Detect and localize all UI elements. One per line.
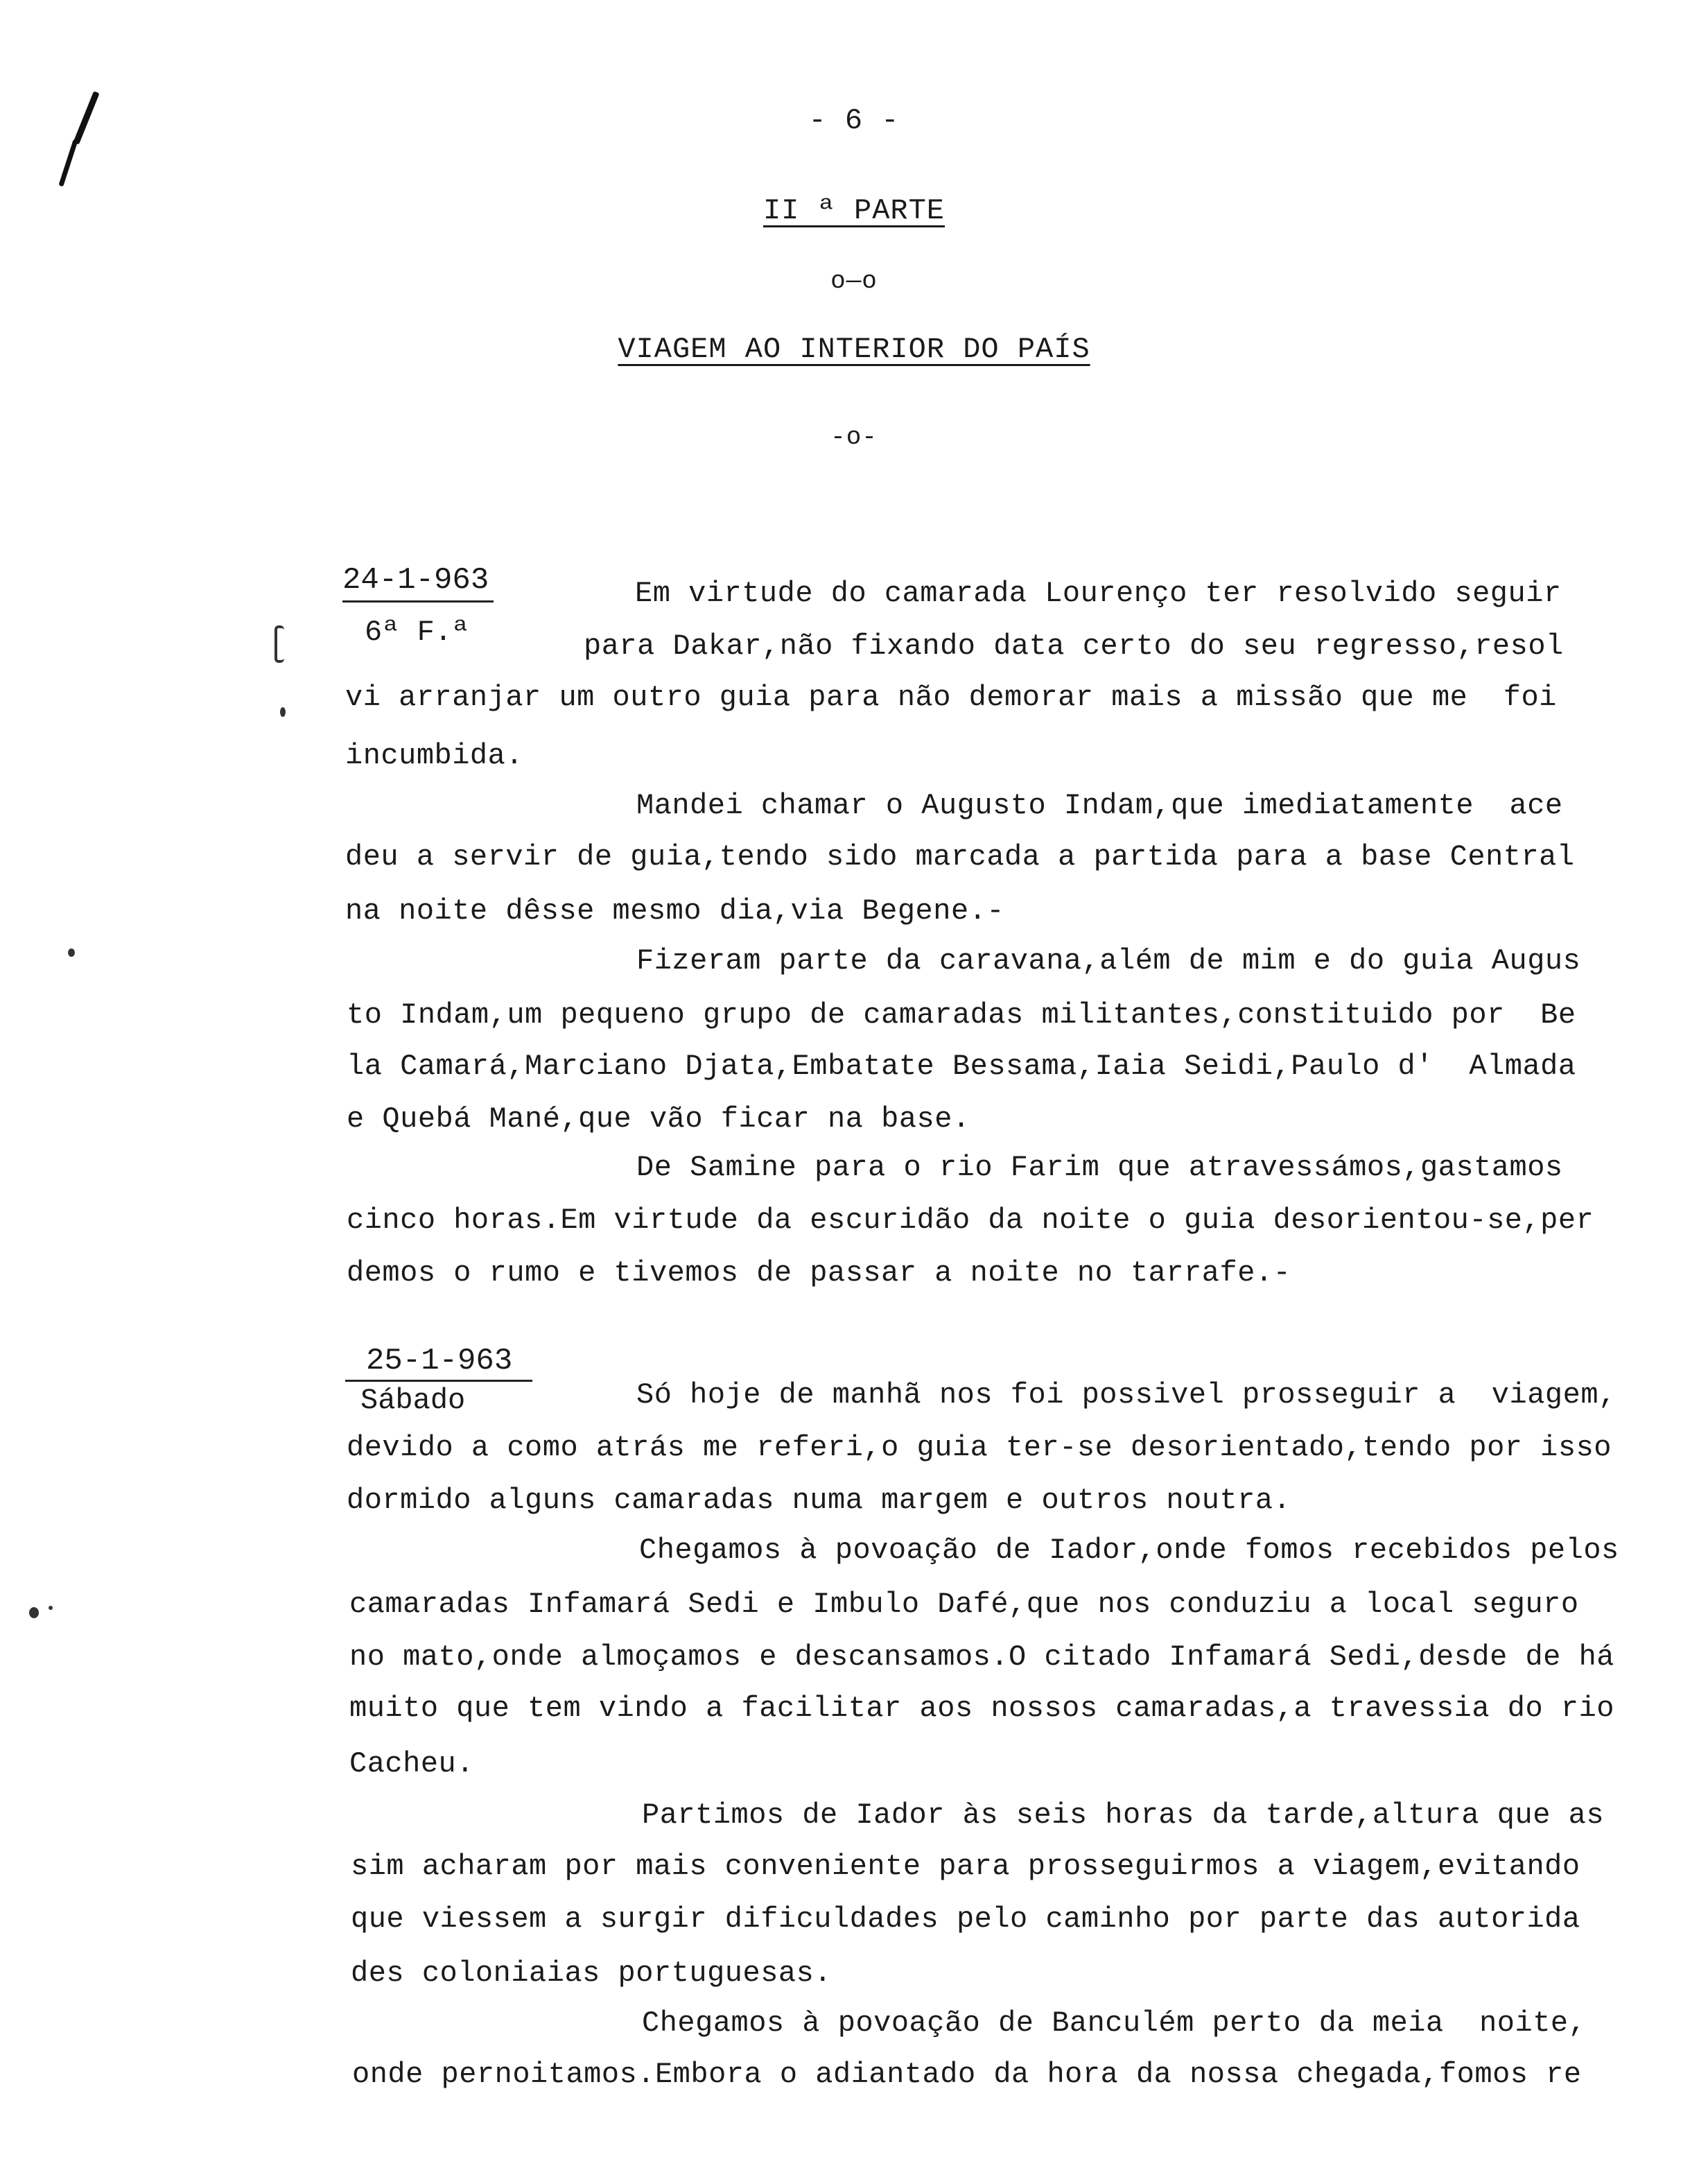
text-line: muito que tem vindo a facilitar aos nossos camaradas,a travessia do rio	[349, 1692, 1614, 1725]
text-line: incumbida.	[345, 739, 524, 772]
text-line: e Quebá Mané,que vão ficar na base.	[347, 1102, 970, 1136]
text-line: sim acharam por mais conveniente para prosseguirmos a viagem,evitando	[351, 1850, 1580, 1883]
text-line: dormido alguns camaradas numa margem e outros noutra.	[347, 1484, 1291, 1517]
text-line: Partimos de Iador às seis horas da tarde,altura que as	[642, 1799, 1605, 1832]
entry-date: 24-1-963	[342, 563, 489, 598]
entry-weekday: Sábado	[360, 1384, 466, 1417]
text-line: to Indam,um pequeno grupo de camaradas militantes,constituido por Be	[347, 998, 1576, 1032]
text-line: Cacheu.	[349, 1747, 474, 1780]
page-number: - 6 -	[808, 104, 900, 137]
margin-speck	[280, 707, 286, 717]
text-line: onde pernoitamos.Embora o adiantado da hora da nossa chegada,fomos re	[352, 2058, 1582, 2091]
text-line: Chegamos à povoação de Iador,onde fomos recebidos pelos	[639, 1534, 1619, 1567]
part-title-text: II ª PARTE	[762, 194, 946, 227]
text-line: De Samine para o rio Farim que atravessámos,gastamos	[636, 1151, 1563, 1184]
divider-2: -o-	[830, 423, 878, 451]
text-line: vi arranjar um outro guia para não demorar mais a missão que me foi	[345, 681, 1557, 714]
entry-date: 25-1-963	[366, 1344, 513, 1378]
text-line: la Camará,Marciano Djata,Embatate Bessama,Iaia Seidi,Paulo d' Almada	[347, 1050, 1576, 1083]
margin-speck	[49, 1606, 53, 1610]
text-line: camaradas Infamará Sedi e Imbulo Dafé,que nos conduziu a local seguro	[349, 1588, 1579, 1621]
text-line: Chegamos à povoação de Banculém perto da meia noite,	[642, 2007, 1587, 2040]
text-line: demos o rumo e tivemos de passar a noite no tarrafe.-	[347, 1256, 1291, 1290]
entry-weekday: 6ª F.ª	[365, 616, 470, 649]
text-line: des coloniaias portuguesas.	[351, 1957, 833, 1990]
text-line: no mato,onde almoçamos e descansamos.O citado Infamará Sedi,desde de há	[349, 1640, 1614, 1674]
text-line: Mandei chamar o Augusto Indam,que imediatamente ace	[636, 789, 1563, 822]
text-line: que viessem a surgir dificuldades pelo caminho por parte das autorida	[351, 1903, 1580, 1936]
margin-speck	[29, 1607, 39, 1618]
text-line: cinco horas.Em virtude da escuridão da noite o guia desorientou-se,per	[347, 1204, 1594, 1237]
handwritten-mark	[58, 139, 78, 187]
margin-speck	[68, 948, 75, 957]
section-title-text: VIAGEM AO INTERIOR DO PAÍS	[618, 333, 1090, 366]
text-line: Em virtude do camarada Lourenço ter resolvido seguir	[635, 577, 1562, 610]
divider-1: o—o	[830, 267, 878, 295]
text-line: na noite dêsse mesmo dia,via Begene.-	[345, 894, 1005, 928]
text-line: Só hoje de manhã nos foi possivel prosseguir a viagem,	[636, 1378, 1617, 1412]
text-line: Fizeram parte da caravana,além de mim e do guia Augus	[636, 944, 1581, 978]
date-underline	[342, 600, 494, 603]
margin-speck	[274, 625, 284, 663]
part-title	[0, 194, 1708, 227]
section-title	[0, 333, 1708, 366]
text-line: devido a como atrás me referi,o guia ter-se desorientado,tendo por isso	[347, 1431, 1612, 1464]
text-line: para Dakar,não fixando data certo do seu regresso,resol	[584, 630, 1564, 663]
text-line: deu a servir de guia,tendo sido marcada a partida para a base Central	[345, 840, 1575, 874]
date-underline	[345, 1380, 532, 1382]
